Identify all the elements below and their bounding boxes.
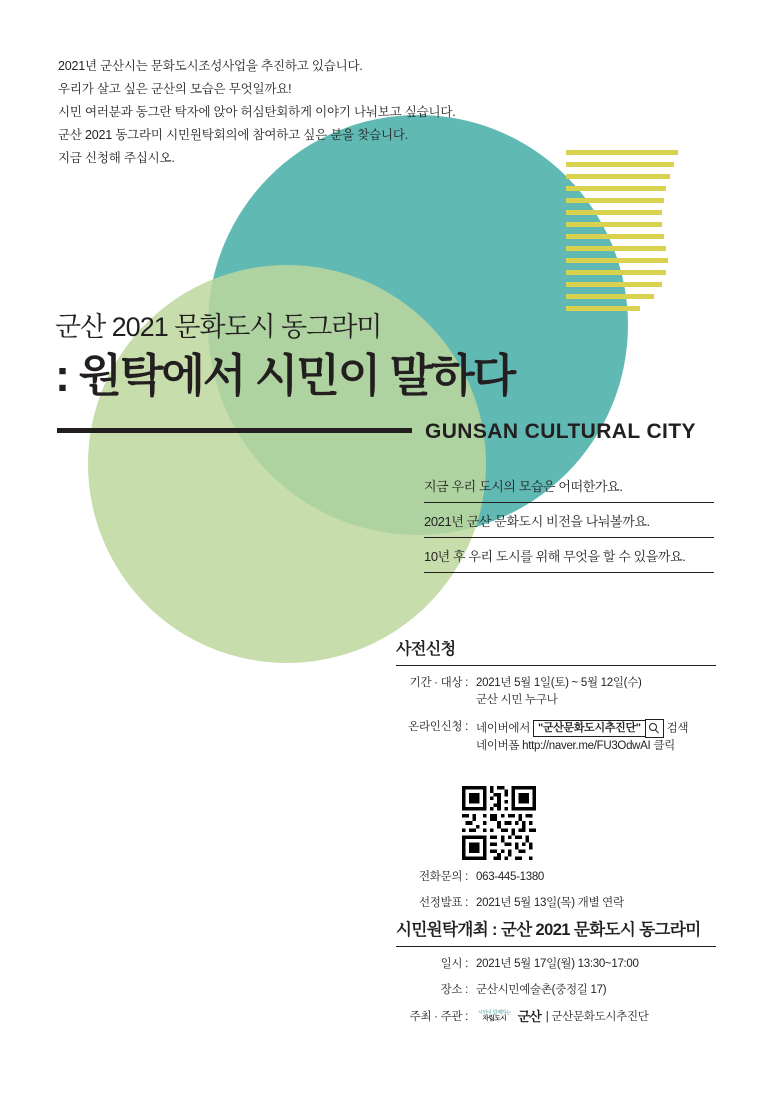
apply-period-label: 기간 · 대상 : (409, 677, 468, 689)
logo-subtitle: 자립도시 (482, 1014, 507, 1022)
apply-online-row (396, 719, 716, 755)
announcement-value: 2021년 5월 13일(목) 개별 연락 (476, 897, 624, 910)
title-english: GUNSAN CULTURAL CITY (425, 420, 696, 443)
roundtable-section (396, 916, 716, 1026)
intro-line: 우리가 살고 싶은 군산의 모습은 무엇일까요! (58, 81, 292, 96)
roundtable-host-value (476, 1009, 716, 1026)
apply-online-value (476, 719, 716, 755)
roundtable-heading: 시민원탁개최 : 군산 2021 문화도시 동그라미 (396, 916, 716, 947)
apply-period-value (476, 675, 716, 710)
apply-period-text: 2021년 5월 1일(토) ~ 5월 12일(수) (476, 677, 642, 689)
qr-code[interactable] (462, 786, 536, 860)
gunsan-wordmark (518, 1010, 541, 1023)
intro-text-block (58, 58, 618, 172)
announcement-label: 선정발표 : (418, 897, 468, 910)
roundtable-host-label: 주최 · 주관 : (409, 1010, 468, 1023)
roundtable-place-label: 장소 : (440, 984, 468, 997)
search-keyword-chip: "군산문화도시추진단" (533, 720, 646, 737)
apply-online-prefix: 네이버에서 (476, 722, 531, 735)
phone-value: 063-445-1380 (476, 871, 545, 883)
question-item: 10년 후 우리 도시를 위해 무엇을 할 수 있을까요. (424, 538, 714, 573)
yellow-stripes-shape (566, 150, 678, 318)
gunsan-city-logo (478, 1011, 511, 1023)
apply-tail-block (396, 860, 716, 913)
page-title: : 원탁에서 시민이 말하다 (55, 350, 515, 401)
roundtable-date-label: 일시 : (440, 958, 468, 970)
intro-line: 시민 여러분과 동그란 탁자에 앉아 허심탄회하게 이야기 나눠보고 싶습니다. (58, 104, 456, 119)
apply-section (396, 636, 716, 755)
intro-line: 지금 신청해 주십시오. (58, 150, 175, 165)
announcement-row (396, 895, 716, 912)
logo-tagline: 시민이 함께하는 (478, 1009, 511, 1016)
host-organizer-text: | 군산문화도시추진단 (545, 1010, 649, 1023)
roundtable-date-row (396, 956, 716, 973)
intro-line: 군산 2021 동그라미 시민원탁회의에 참여하고 싶은 분을 찾습니다. (58, 127, 409, 142)
roundtable-place-row (396, 982, 716, 999)
apply-period-row (396, 675, 716, 710)
search-icon (645, 719, 664, 738)
roundtable-host-row (396, 1009, 716, 1026)
roundtable-place-value: 군산시민예술촌(중정길 17) (476, 984, 607, 997)
title-subtitle: 군산 2021 문화도시 동그라미 (55, 312, 382, 342)
apply-form-link[interactable]: 네이버폼 http://naver.me/FU3OdwAI 클릭 (476, 739, 675, 752)
intro-line: 2021년 군산시는 문화도시조성사업을 추진하고 있습니다. (58, 59, 363, 73)
apply-online-label: 온라인신청 : (408, 720, 468, 733)
apply-online-suffix: 검색 (666, 722, 689, 735)
question-item: 2021년 군산 문화도시 비전을 나눠볼까요. (424, 503, 714, 538)
question-item: 지금 우리 도시의 모습은 어떠한가요. (424, 468, 714, 503)
question-list (424, 468, 714, 573)
logo-wordmark-text: 군산 (517, 1008, 541, 1024)
qr-code-image (462, 786, 536, 860)
apply-heading: 사전신청 (396, 636, 716, 666)
phone-row (396, 869, 716, 886)
roundtable-date-value: 2021년 5월 17일(월) 13:30~17:00 (476, 958, 639, 970)
apply-target-text: 군산 시민 누구나 (476, 694, 558, 707)
phone-label: 전화문의 : (418, 871, 468, 883)
title-divider (57, 428, 412, 433)
title-block (55, 305, 735, 399)
